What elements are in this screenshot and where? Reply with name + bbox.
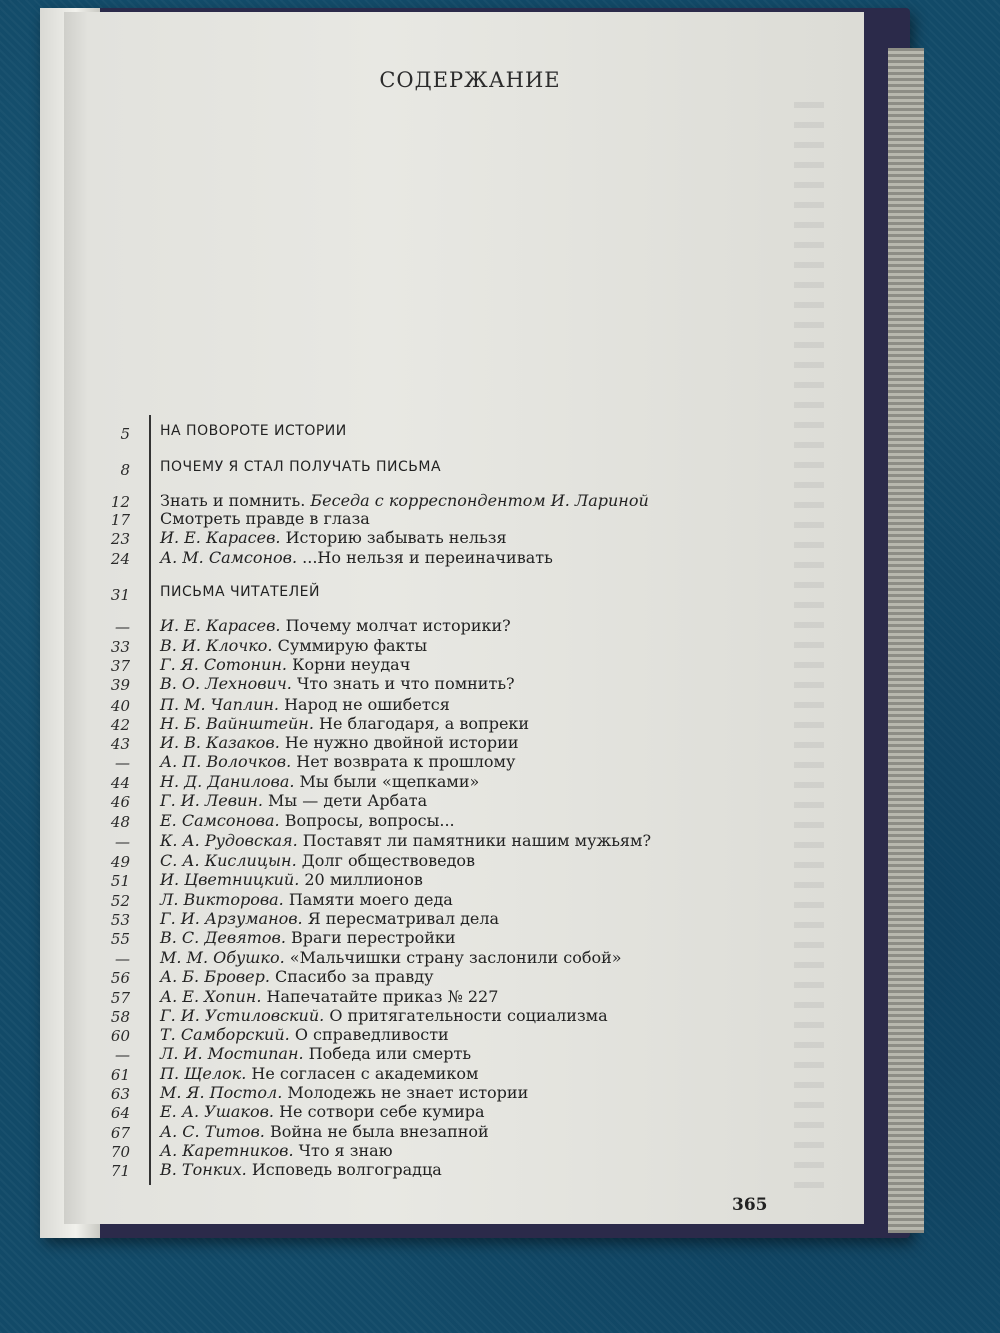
- entry-author: Л. И. Мостипан.: [160, 1044, 309, 1063]
- entry-title: Не нужно двойной истории: [284, 733, 519, 752]
- entry-page-number: 71: [110, 1162, 130, 1180]
- entry-title: Исповедь волгоградца: [251, 1160, 442, 1179]
- entry-title: Корни неудач: [292, 655, 411, 674]
- entry-text: [160, 528, 740, 547]
- entry-title: Молодежь не знает истории: [287, 1083, 529, 1102]
- entry-text: [160, 548, 740, 567]
- entry-page-number: 46: [110, 793, 130, 811]
- entry-author: М. Я. Постол.: [160, 1083, 288, 1102]
- entry-title: Я пересматривал дела: [307, 909, 500, 928]
- entry-text: [160, 1122, 740, 1141]
- entry-author: Л. Викторова.: [160, 890, 289, 909]
- entry-title: ПИСЬМА ЧИТАТЕЛЕЙ: [160, 584, 320, 600]
- entry-author: А. Е. Хопин.: [160, 987, 267, 1006]
- entry-title: О справедливости: [294, 1025, 449, 1044]
- entry-author: В. И. Клочко.: [160, 636, 278, 655]
- entry-title: Поставят ли памятники нашим мужьям?: [302, 831, 652, 850]
- entry-text: [160, 752, 740, 771]
- entry-author: А. С. Титов.: [160, 1122, 270, 1141]
- entry-page-number: —: [115, 1046, 130, 1064]
- page-number: 365: [732, 1195, 768, 1215]
- entry-author: Т. Самборский.: [160, 1025, 295, 1044]
- entry-author: И. Е. Карасев.: [160, 616, 286, 635]
- entry-title: Вопросы, вопросы...: [284, 811, 455, 830]
- entry-author: Н. Д. Данилова.: [160, 772, 300, 791]
- entry-text: [160, 870, 740, 889]
- entry-title: Знать и помнить.: [160, 491, 306, 510]
- entry-text: [160, 423, 740, 439]
- entry-page-number: 61: [110, 1066, 130, 1084]
- entry-page-number: —: [115, 950, 130, 968]
- entry-text: [160, 1006, 740, 1025]
- entry-text: [160, 1083, 740, 1102]
- entry-title: Мы были «щепками»: [299, 772, 480, 791]
- entry-title: НА ПОВОРОТЕ ИСТОРИИ: [160, 423, 347, 439]
- entry-author: П. М. Чаплин.: [160, 695, 285, 714]
- entry-author: В. Тонких.: [160, 1160, 252, 1179]
- entry-text: [160, 967, 740, 986]
- entry-title: ПОЧЕМУ Я СТАЛ ПОЛУЧАТЬ ПИСЬМА: [160, 459, 442, 475]
- entry-subtitle: Беседа с корреспондентом И. Лариной: [305, 491, 649, 510]
- entry-page-number: 31: [110, 586, 130, 604]
- entry-page-number: 58: [110, 1008, 130, 1026]
- entry-text: [160, 909, 740, 928]
- entry-title: О притягательности социализма: [329, 1006, 608, 1025]
- entry-title: Что знать и что помнить?: [296, 674, 515, 693]
- entry-text: [160, 655, 740, 674]
- entry-author: И. Цветницкий.: [160, 870, 305, 889]
- entry-page-number: 51: [110, 872, 130, 890]
- entry-text: [160, 509, 740, 528]
- entry-author: П. Щелок.: [160, 1064, 252, 1083]
- entry-title: ...Но нельзя и переиначивать: [302, 548, 553, 567]
- entry-page-number: 64: [110, 1104, 130, 1122]
- entry-page-number: 57: [110, 989, 130, 1007]
- entry-text: [160, 831, 740, 850]
- entry-text: [160, 1025, 740, 1044]
- entry-title: Историю забывать нельзя: [285, 528, 507, 547]
- entry-text: [160, 851, 740, 870]
- entry-title: Суммирую факты: [277, 636, 428, 655]
- entry-title: Напечатайте приказ № 227: [266, 987, 499, 1006]
- entry-page-number: 60: [110, 1027, 130, 1045]
- entry-title: 20 миллионов: [304, 870, 423, 889]
- entry-title: Почему молчат историки?: [285, 616, 511, 635]
- entry-page-number: 39: [110, 676, 130, 694]
- entry-text: [160, 636, 740, 655]
- entry-text: [160, 584, 740, 600]
- entry-author: А. М. Самсонов.: [160, 548, 303, 567]
- entry-title: Долг обществоведов: [301, 851, 476, 870]
- entry-page-number: 42: [110, 716, 130, 734]
- entry-author: И. В. Казаков.: [160, 733, 285, 752]
- entry-page-number: —: [115, 618, 130, 636]
- entry-author: В. С. Девятов.: [160, 928, 292, 947]
- entry-text: [160, 695, 740, 714]
- entry-author: А. Б. Бровер.: [160, 967, 276, 986]
- entry-page-number: 56: [110, 969, 130, 987]
- entry-page-number: 43: [110, 735, 130, 753]
- entry-text: [160, 459, 740, 475]
- entry-title: Не сотвори себе кумира: [279, 1102, 485, 1121]
- entry-title: Что я знаю: [298, 1141, 393, 1160]
- entry-text: [160, 987, 740, 1006]
- entry-page-number: 8: [120, 461, 130, 479]
- entry-title: Не согласен с академиком: [251, 1064, 479, 1083]
- entry-title: Война не была внезапной: [269, 1122, 489, 1141]
- entry-page-number: 48: [110, 813, 130, 831]
- entry-text: [160, 491, 740, 510]
- entry-text: [160, 928, 740, 947]
- entry-title: Спасибо за правду: [275, 967, 434, 986]
- entry-text: [160, 1160, 740, 1179]
- entry-page-number: 33: [110, 638, 130, 656]
- entry-author: Г. Я. Сотонин.: [160, 655, 293, 674]
- entry-page-number: 53: [110, 911, 130, 929]
- entry-text: [160, 948, 740, 967]
- entry-page-number: 52: [110, 892, 130, 910]
- entry-author: К. А. Рудовская.: [160, 831, 303, 850]
- entry-page-number: 70: [110, 1143, 130, 1161]
- entry-title: Не благодаря, а вопреки: [319, 714, 530, 733]
- entry-text: [160, 791, 740, 810]
- entry-author: Е. А. Ушаков.: [160, 1102, 280, 1121]
- entry-page-number: 24: [110, 550, 130, 568]
- entry-page-number: 63: [110, 1085, 130, 1103]
- entry-title: Смотреть правде в глаза: [160, 509, 370, 528]
- entry-text: [160, 811, 740, 830]
- entry-text: [160, 714, 740, 733]
- entry-author: В. О. Лехнович.: [160, 674, 297, 693]
- entry-text: [160, 1102, 740, 1121]
- entry-page-number: 37: [110, 657, 130, 675]
- entry-page-number: 12: [110, 493, 130, 511]
- entry-text: [160, 733, 740, 752]
- entry-author: Г. И. Левин.: [160, 791, 269, 810]
- entry-page-number: 5: [120, 425, 130, 443]
- entry-author: Г. И. Устиловский.: [160, 1006, 330, 1025]
- entry-title: «Мальчишки страну заслонили собой»: [289, 948, 622, 967]
- entry-author: И. Е. Карасев.: [160, 528, 286, 547]
- entry-page-number: 67: [110, 1124, 130, 1142]
- entry-page-number: 44: [110, 774, 130, 792]
- entry-text: [160, 674, 740, 693]
- entry-author: Е. Самсонова.: [160, 811, 285, 830]
- entry-page-number: 23: [110, 530, 130, 548]
- entry-author: С. А. Кислицын.: [160, 851, 302, 870]
- entry-author: А. П. Волочков.: [160, 752, 297, 771]
- entry-title: Враги перестройки: [291, 928, 456, 947]
- entry-page-number: —: [115, 754, 130, 772]
- entry-text: [160, 1064, 740, 1083]
- contents-title: СОДЕРЖАНИЕ: [379, 68, 561, 92]
- entry-text: [160, 1141, 740, 1160]
- entry-title: Победа или смерть: [308, 1044, 472, 1063]
- entry-page-number: —: [115, 833, 130, 851]
- entry-author: А. Каретников.: [160, 1141, 299, 1160]
- entry-page-number: 40: [110, 697, 130, 715]
- entry-author: Н. Б. Вайнштейн.: [160, 714, 320, 733]
- entry-title: Мы — дети Арбата: [268, 791, 428, 810]
- entry-text: [160, 616, 740, 635]
- entry-text: [160, 1044, 740, 1063]
- entry-title: Народ не ошибется: [284, 695, 450, 714]
- entry-page-number: 17: [110, 511, 130, 529]
- entry-text: [160, 890, 740, 909]
- entry-title: Нет возврата к прошлому: [296, 752, 516, 771]
- entry-author: М. М. Обушко.: [160, 948, 290, 967]
- entry-author: Г. И. Арзуманов.: [160, 909, 308, 928]
- entry-text: [160, 772, 740, 791]
- entry-page-number: 49: [110, 853, 130, 871]
- entry-page-number: 55: [110, 930, 130, 948]
- entry-title: Памяти моего деда: [288, 890, 453, 909]
